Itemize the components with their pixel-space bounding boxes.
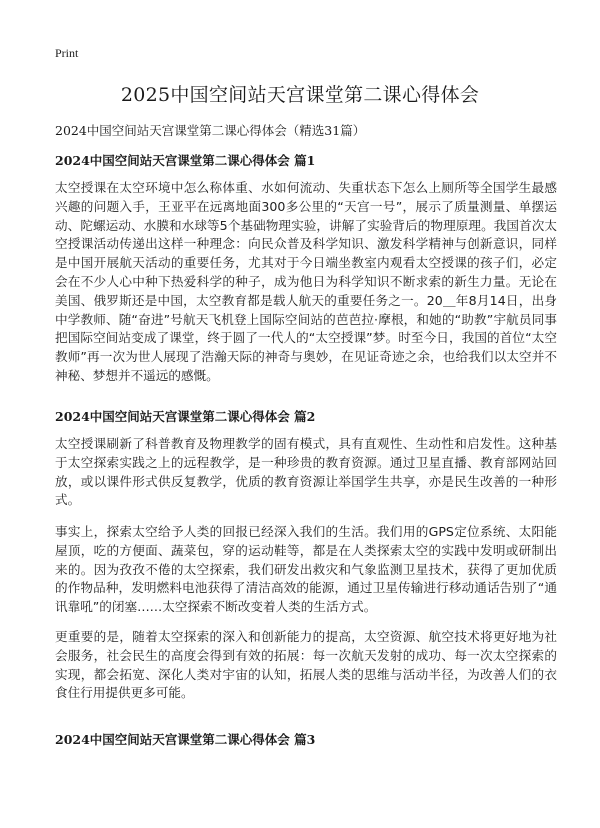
section-2-paragraph-3: 更重要的是，随着太空探索的深入和创新能力的提高，太空资源、航空技术将更好地为社会服务，社会民生的高度会得到有效的拓展：每一次航天发射的成功、每一次太空探索的实现，都会拓宽、深化人类对宇宙的认知，拓展人类的思维与活动半径，为改善人们的衣食住行用提供更多可能。 <box>55 629 557 701</box>
section-2-paragraph-1: 太空授课刷新了科普教育及物理教学的固有模式，具有直观性、生动性和启发性。这种基于太空探索实践之上的远程教学，是一种珍贵的教育资源。通过卫星直播、教育部网站回放，或以课件形式供反复教学，优质的教育资源让举国学生共享，亦是民生改善的一种形式。 <box>55 436 557 508</box>
page-title: 2025中国空间站天宫课堂第二课心得体会 <box>120 84 480 106</box>
section-heading-2: 2024中国空间站天宫课堂第二课心得体会 篇2 <box>55 409 316 424</box>
section-1-paragraph-1: 太空授课在太空环境中怎么称体重、水如何流动、失重状态下怎么上厕所等全国学生最感兴趣的问题入手，王亚平在远离地面300多公里的“天宫一号”，展示了质量测量、单摆运动、陀螺运动、水膜和水球等5个基础物理实验，讲解了实验背后的物理原理。我国首次太空授课活动传递出这样一种理念：向民众普及科学知识、激发科学精神与创新意识，同样是中国开展航天活动的重要任务，尤其对于今日端坐教室内观看太空授课的孩子们，必定会在不少人心中种下热爱科学的种子，成为他日为科学知识不断求索的新生力量。无论在美国、俄罗斯还是中国，太空教育都是载人航天的重要任务之一。20＿年8月14日，出身中学教师、随“奋进”号航天飞机登上国际空间站的芭芭拉·摩根，和她的“助教”宇航员同事把国际空间站变成了课堂，终于圆了一代人的“太空授课”梦。时至今日，我国的首位“太空教师”再一次为世人展现了浩瀚天际的神奇与奥妙，在见证奇迹之余，也给我们以太空并不神秘、梦想并不遥远的感慨。 <box>55 180 557 383</box>
section-2-paragraph-2: 事实上，探索太空给予人类的回报已经深入我们的生活。我们用的GPS定位系统、太阳能屋顶，吃的方便面、蔬菜包，穿的运动鞋等，都是在人类探索太空的实践中发明或研制出来的。因为孜孜不倦的太空探索，我们研发出救灾和气象监测卫星技术，获得了更加优质的作物品种，发明燃料电池获得了清洁高效的能源，通过卫星传输进行移动通话告别了“通讯靠吼”的闭塞……太空探索不断改变着人类的生活方式。 <box>55 524 557 615</box>
section-heading-1: 2024中国空间站天宫课堂第二课心得体会 篇1 <box>55 153 316 168</box>
print-link[interactable]: Print <box>55 46 79 60</box>
section-heading-3: 2024中国空间站天宫课堂第二课心得体会 篇3 <box>55 732 316 747</box>
doc-subtitle: 2024中国空间站天宫课堂第二课心得体会（精选31篇） <box>55 123 366 138</box>
